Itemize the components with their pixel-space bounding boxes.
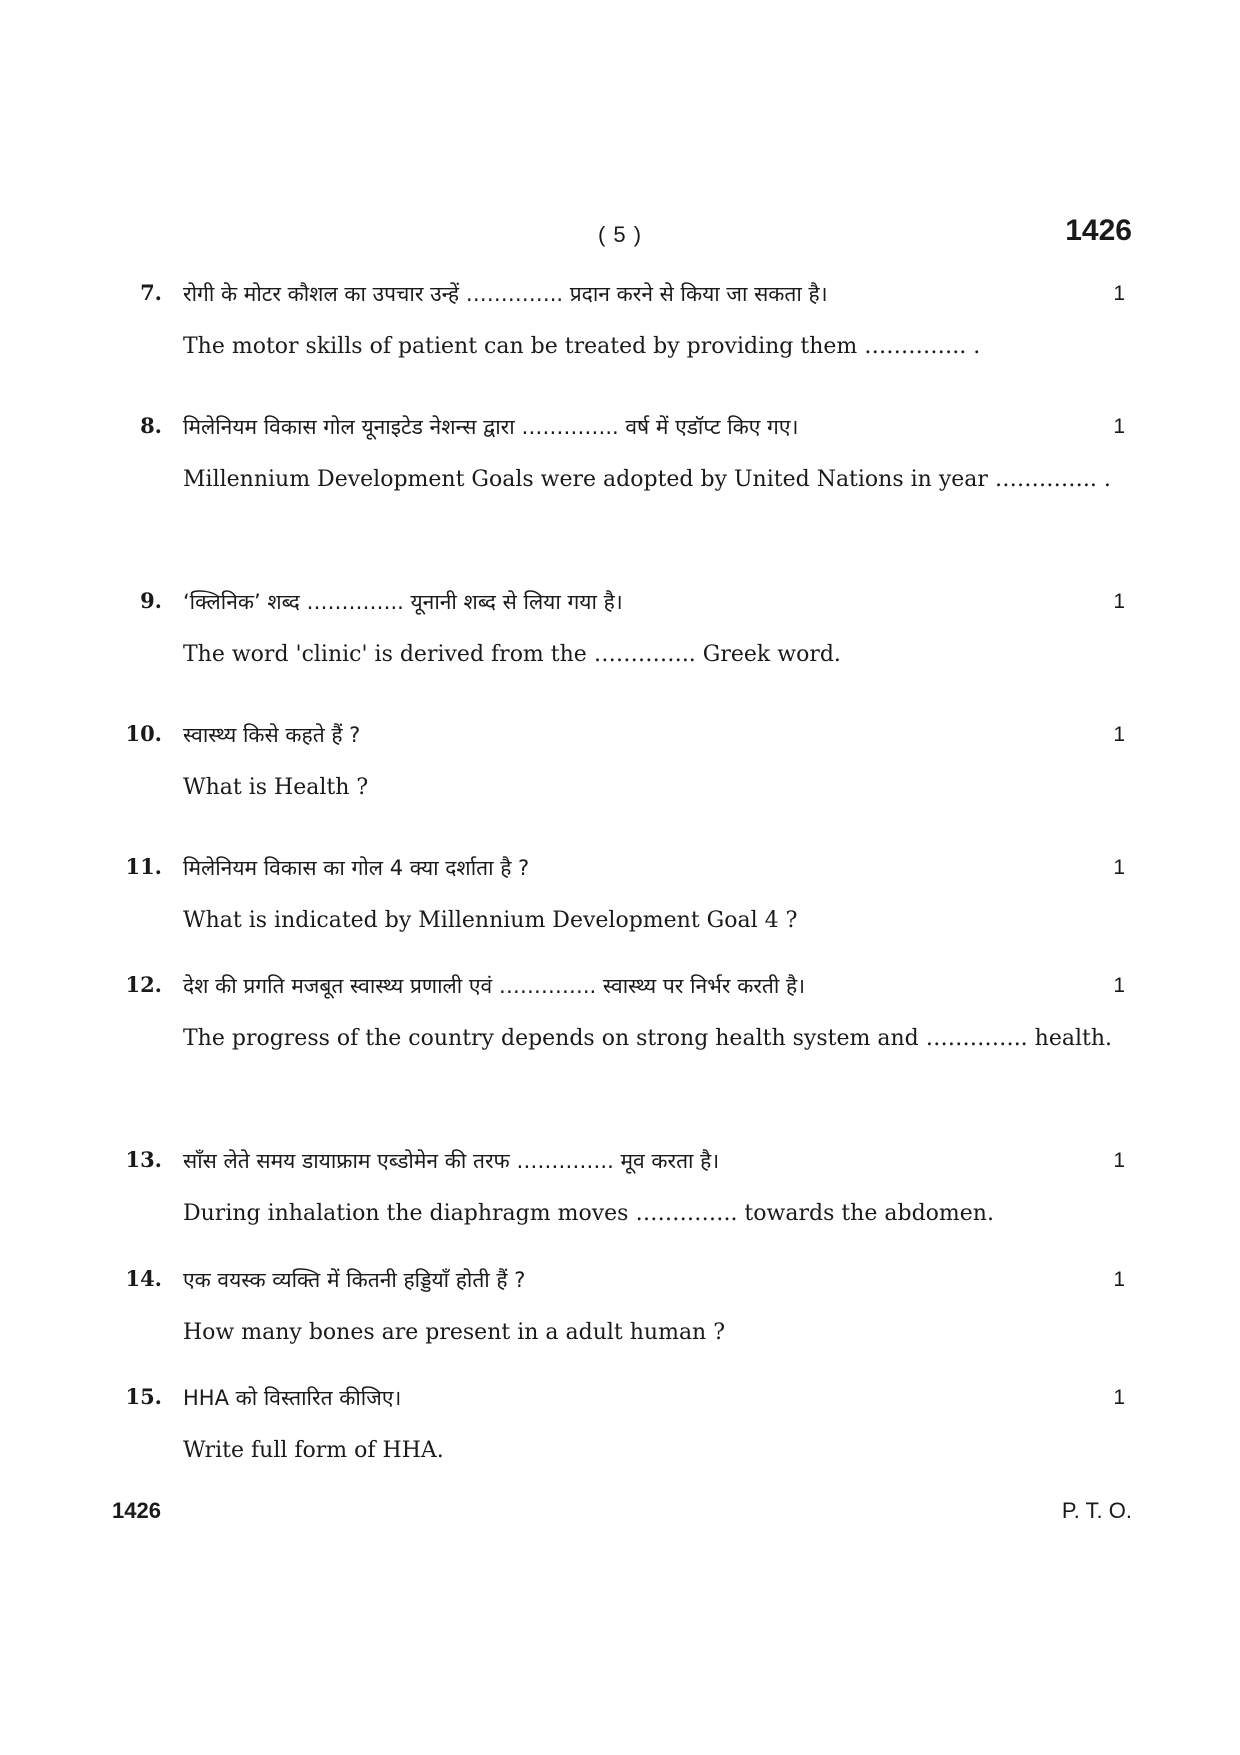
page-number: ( 5 ) [597,222,643,247]
question-text-hindi: मिलेनियम विकास गोल यूनाइटेड नेशन्स द्वारा ………….. वर्ष में एडॉप्ट किए गए। [183,415,799,439]
question-number: 9. [140,588,162,613]
question-text-hindi: एक वयस्क व्यक्ति में कितनी हड्डियाँ होती हैं ? [183,1268,526,1292]
question-text-english: Write full form of HHA. [183,1438,444,1463]
question-marks: 1 [1113,1268,1125,1291]
paper-code-header: 1426 [1065,214,1132,247]
question-text-english: The word 'clinic' is derived from the ………….. Greek word. [183,642,841,667]
question-number: 14. [125,1266,162,1291]
question-text-hindi: रोगी के मोटर कौशल का उपचार उन्हें ………….. प्रदान करने से किया जा सकता है। [183,282,828,306]
question-number: 12. [125,972,162,997]
question-text-english: The progress of the country depends on strong health system and ………….. health. [183,1026,1113,1051]
question-text-english: What is Health ? [183,775,369,800]
please-turn-over: P. T. O. [1061,1498,1132,1523]
question-text-hindi: मिलेनियम विकास का गोल 4 क्या दर्शाता है ? [183,856,530,880]
question-text-english: The motor skills of patient can be treated by providing them ………….. . [183,334,981,359]
question-marks: 1 [1113,974,1125,997]
question-number: 8. [140,413,162,438]
question-marks: 1 [1113,282,1125,305]
paper-code-footer: 1426 [112,1498,161,1523]
question-marks: 1 [1113,723,1125,746]
question-marks: 1 [1113,415,1125,438]
question-marks: 1 [1113,1386,1125,1409]
question-text-english: During inhalation the diaphragm moves ………….. towards the abdomen. [183,1201,994,1226]
question-number: 11. [125,854,162,879]
question-text-hindi: HHA को विस्तारित कीजिए। [183,1386,402,1410]
question-text-hindi: ‘क्लिनिक’ शब्द ………….. यूनानी शब्द से लिया गया है। [183,590,623,614]
question-number: 7. [140,280,162,305]
question-marks: 1 [1113,1149,1125,1172]
question-text-english: How many bones are present in a adult human ? [183,1320,726,1345]
question-number: 13. [125,1147,162,1172]
question-text-english: Millennium Development Goals were adopted by United Nations in year ………….. . [183,467,1111,492]
question-marks: 1 [1113,590,1125,613]
question-text-hindi: स्वास्थ्य किसे कहते हैं ? [183,723,361,747]
question-number: 15. [125,1384,162,1409]
question-marks: 1 [1113,856,1125,879]
question-text-hindi: साँस लेते समय डायाफ्राम एब्डोमेन की तरफ ………….. मूव करता है। [183,1149,720,1173]
question-text-english: What is indicated by Millennium Development Goal 4 ? [183,908,798,933]
question-text-hindi: देश की प्रगति मजबूत स्वास्थ्य प्रणाली एवं ………….. स्वास्थ्य पर निर्भर करती है। [183,974,806,998]
question-number: 10. [125,721,162,746]
